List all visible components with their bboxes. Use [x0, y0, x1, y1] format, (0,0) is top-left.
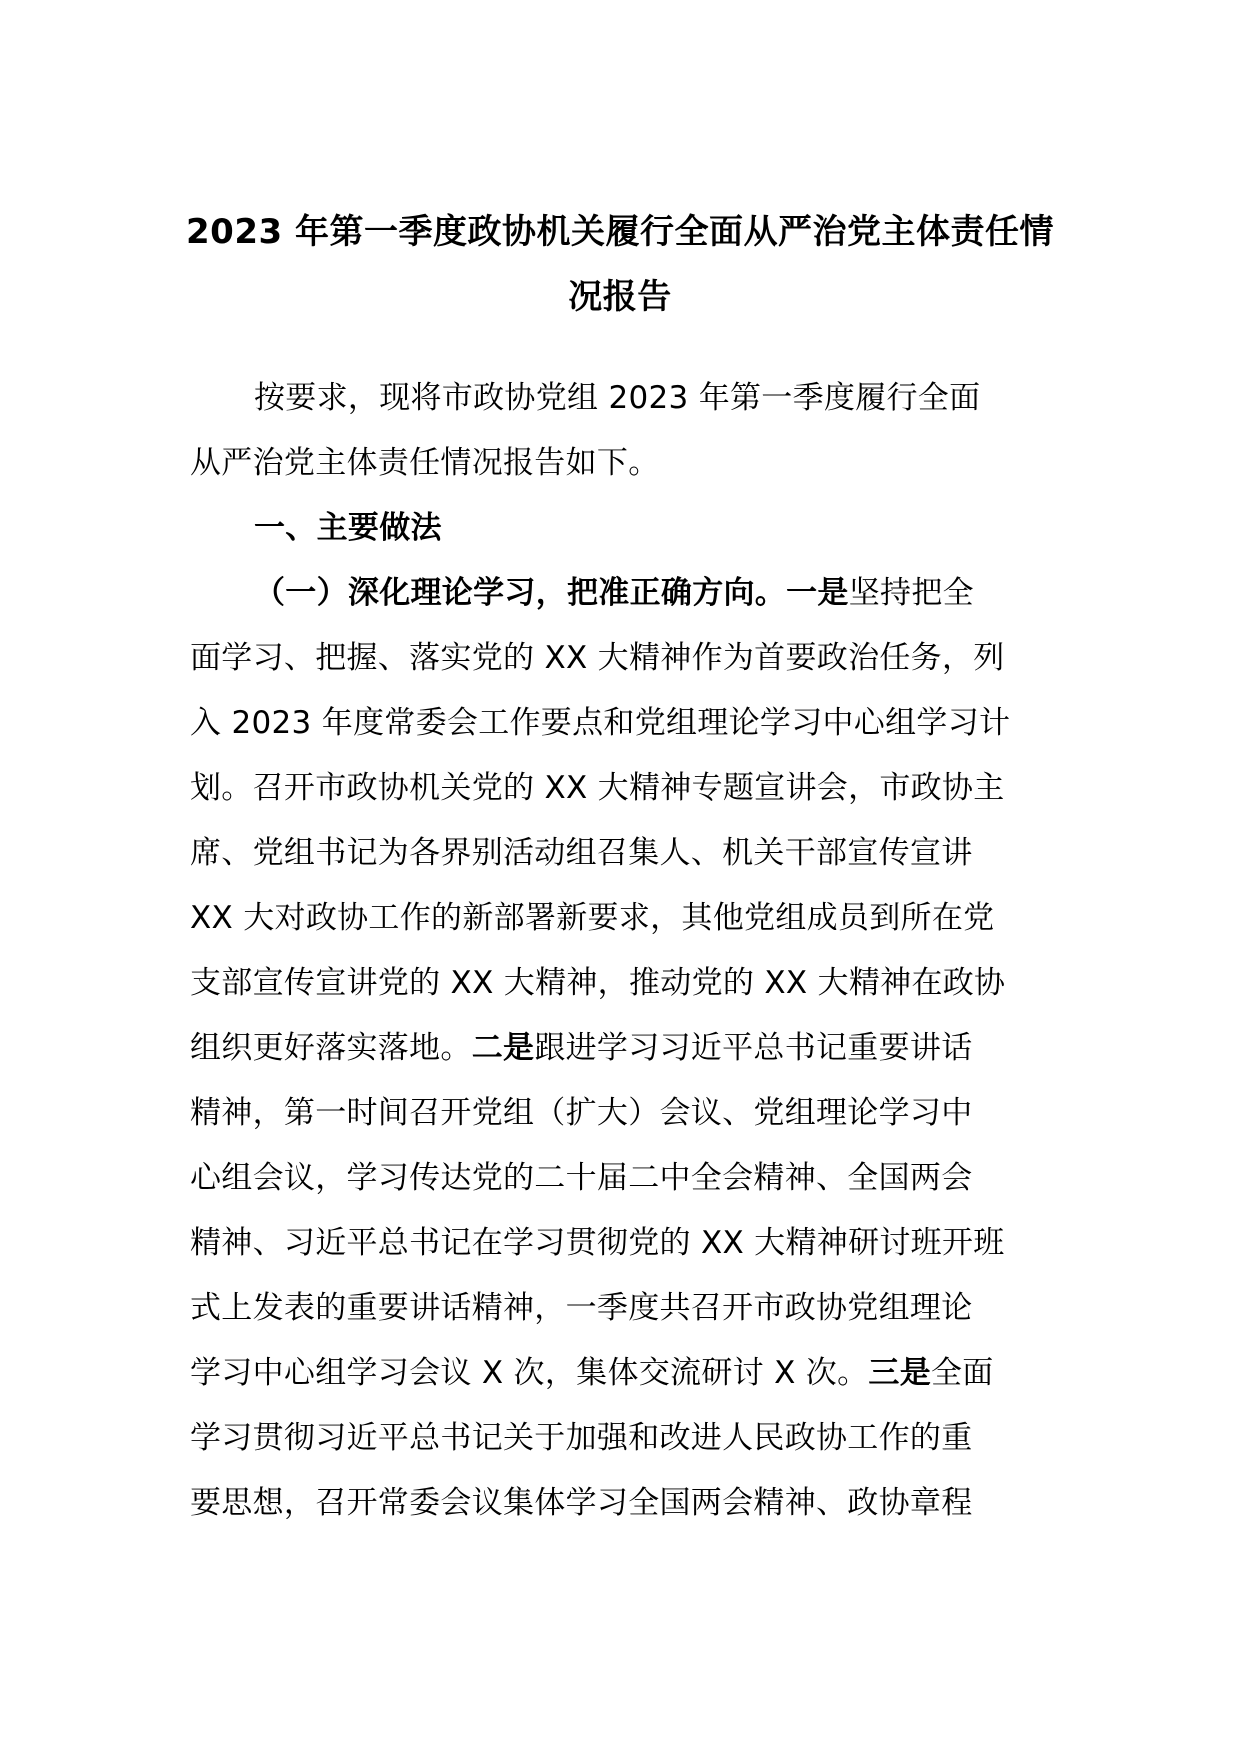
section-content — [190, 561, 1070, 1536]
body-text: 全面 — [931, 1355, 994, 1391]
paragraph-line — [190, 756, 1070, 821]
title-line-2: 况报告 — [568, 277, 672, 317]
body-text: 席、党组书记为各界别活动组召集人、机关干部宣传宣讲 — [190, 835, 973, 871]
paragraph-line — [190, 1341, 1070, 1406]
body-text: 面学习、把握、落实党的 XX 大精神作为首要政治任务，列 — [190, 640, 1005, 676]
paragraph-line — [190, 1276, 1070, 1341]
bold-text: 一是 — [786, 575, 849, 611]
body-text: 心组会议，学习传达党的二十届二中全会精神、全国两会 — [190, 1160, 973, 1196]
paragraph-line — [190, 1406, 1070, 1471]
body-text: 精神、习近平总书记在学习贯彻党的 XX 大精神研讨班开班 — [190, 1225, 1005, 1261]
body-text: 跟进学习习近平总书记重要讲话 — [534, 1030, 973, 1066]
paragraph-line — [190, 821, 1070, 886]
paragraph-line — [190, 691, 1070, 756]
body-text: 组织更好落实落地。 — [190, 1030, 472, 1066]
body-text: 入 2023 年度常委会工作要点和党组理论学习中心组学习计 — [190, 705, 1011, 741]
paragraph-line — [190, 886, 1070, 951]
document-body — [190, 366, 1070, 1536]
paragraph-line — [190, 1146, 1070, 1211]
paragraph-line — [190, 1016, 1070, 1081]
paragraph-line — [190, 561, 1070, 626]
body-text: 划。召开市政协机关党的 XX 大精神专题宣讲会，市政协主 — [190, 770, 1005, 806]
paragraph-line — [190, 626, 1070, 691]
section-heading: 一、主要做法 — [254, 510, 442, 546]
title-line-1: 2023 年第一季度政协机关履行全面从严治党主体责任情 — [186, 212, 1054, 252]
bold-text: 二是 — [471, 1030, 535, 1066]
paragraph-line — [190, 1081, 1070, 1146]
bold-text: （一）深化理论学习，把准正确方向。 — [254, 575, 787, 611]
body-text: 要思想，召开常委会议集体学习全国两会精神、政协章程 — [190, 1485, 973, 1521]
bold-text: 三是 — [868, 1355, 931, 1391]
body-text: 精神，第一时间召开党组（扩大）会议、党组理论学习中 — [190, 1095, 973, 1131]
body-text: 支部宣传宣讲党的 XX 大精神，推动党的 XX 大精神在政协 — [190, 965, 1006, 1001]
intro-line-1: 按要求，现将市政协党组 2023 年第一季度履行全面 — [254, 380, 981, 416]
body-text: 式上发表的重要讲话精神，一季度共召开市政协党组理论 — [190, 1290, 973, 1326]
paragraph-line — [190, 1471, 1070, 1536]
body-text: 学习中心组学习会议 X 次，集体交流研讨 X 次。 — [190, 1355, 869, 1391]
body-text: XX 大对政协工作的新部署新要求，其他党组成员到所在党 — [190, 900, 995, 936]
intro-line-2: 从严治党主体责任情况报告如下。 — [190, 445, 660, 481]
body-text: 学习贯彻习近平总书记关于加强和改进人民政协工作的重 — [190, 1420, 973, 1456]
document-title — [180, 200, 1060, 330]
body-text: 坚持把全 — [848, 575, 974, 611]
paragraph-line — [190, 951, 1070, 1016]
paragraph-line — [190, 1211, 1070, 1276]
